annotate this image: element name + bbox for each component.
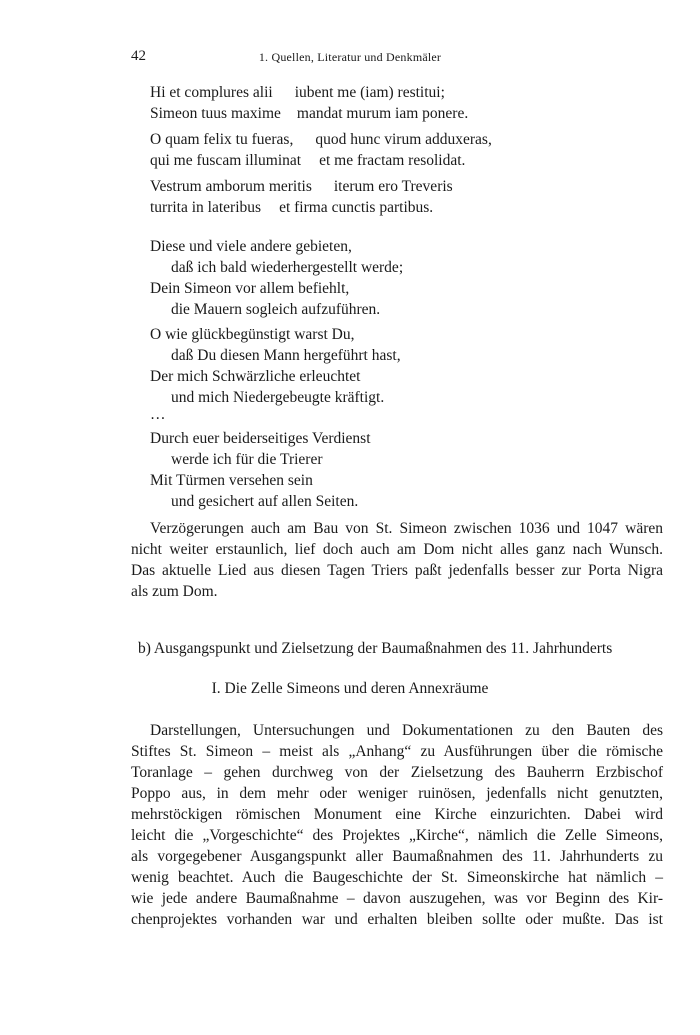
latin-verse: O quam felix tu fueras, quod hunc virum adduxeras, — [150, 131, 492, 148]
paragraph-line: Toranlage – gehen durchweg von der Zielsetzung des Bauherrn Erzbischof — [131, 764, 663, 781]
latin-verse: turrita in lateribus et firma cunctis partibus. — [150, 199, 434, 216]
section-heading: b) Ausgangspunkt und Zielsetzung der Baumaßnahmen des 11. Jahrhunderts — [138, 640, 613, 657]
german-verse: Diese und viele andere gebieten, — [150, 238, 352, 255]
paragraph-line: als zum Dom. — [131, 583, 218, 600]
latin-verse: Vestrum amborum meritis iterum ero Treveris — [150, 178, 453, 195]
paragraph-line: Verzögerungen auch am Bau von St. Simeon zwischen 1036 und 1047 wären — [150, 520, 663, 537]
paragraph-line: Poppo aus, in dem mehr oder weniger ruinösen, jedenfalls nicht genutzten, — [131, 785, 663, 802]
paragraph-line: chenprojektes vorhanden war und erhalten bleiben sollte oder mußte. Das ist — [131, 911, 663, 928]
german-verse: Der mich Schwärzliche erleuchtet — [150, 368, 361, 385]
german-verse: und gesichert auf allen Seiten. — [171, 493, 359, 510]
paragraph-line: leicht die „Vorgeschichte“ des Projektes „Kirche“, nämlich die Zelle Simeons, — [131, 827, 663, 844]
page-number: 42 — [131, 48, 146, 64]
german-verse: und mich Niedergebeugte kräftigt. — [171, 389, 385, 406]
latin-verse: Hi et complures alii iubent me (iam) restitui; — [150, 84, 445, 101]
german-verse: Mit Türmen versehen sein — [150, 472, 313, 489]
latin-verse: qui me fuscam illuminat et me fractam resolidat. — [150, 152, 466, 169]
running-head: 1. Quellen, Literatur und Denkmäler — [258, 50, 442, 64]
german-verse: Dein Simeon vor allem befiehlt, — [150, 280, 350, 297]
german-verse: werde ich für die Trierer — [171, 451, 323, 468]
paragraph-line: mehrstöckigen römischen Monument eine Kirche einzurichten. Dabei wird — [131, 806, 663, 823]
paragraph-line: Darstellungen, Untersuchungen und Dokumentationen zu den Bauten des — [150, 722, 663, 739]
subsection-heading: I. Die Zelle Simeons und deren Annexräume — [211, 680, 489, 697]
paragraph-line: wenig beachtet. Auch die Baugeschichte der St. Simeonskirche hat nämlich – — [131, 869, 663, 886]
paragraph-line: Das aktuelle Lied aus diesen Tagen Triers paßt jedenfalls besser zur Porta Nigra — [131, 562, 663, 579]
german-verse: daß Du diesen Mann hergeführt hast, — [171, 347, 401, 364]
paragraph-line: als vorgegebener Ausgangspunkt aller Baumaßnahmen des 11. Jahrhunderts zu — [131, 848, 663, 865]
german-verse: daß ich bald wiederhergestellt werde; — [171, 259, 404, 276]
paragraph-line: nicht weiter erstaunlich, lief doch auch am Dom nicht alles ganz nach Wunsch. — [131, 541, 663, 558]
latin-verse: Simeon tuus maxime mandat murum iam ponere. — [150, 105, 469, 122]
german-verse: Durch euer beiderseitiges Verdienst — [150, 430, 371, 447]
german-verse: O wie glückbegünstigt warst Du, — [150, 326, 355, 343]
paragraph-line: Stiftes St. Simeon – meist als „Anhang“ zu Ausführungen über die römische — [131, 743, 663, 760]
paragraph-line: wie jede andere Baumaßnahme – davon auszugehen, was vor Beginn des Kir- — [131, 890, 663, 907]
ellipsis: … — [150, 406, 166, 423]
german-verse: die Mauern sogleich aufzuführen. — [171, 301, 381, 318]
